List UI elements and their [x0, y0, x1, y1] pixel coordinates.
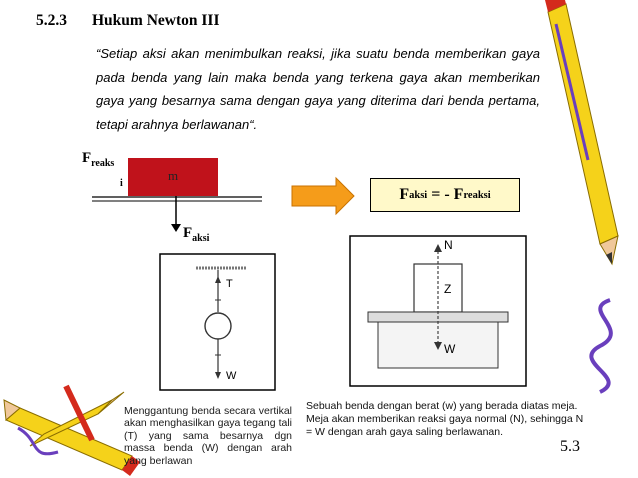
- f-reaksi-label: [82, 150, 114, 169]
- mass-label: m: [167, 168, 179, 183]
- page-number: 5.3: [560, 438, 580, 455]
- implies-arrow: [292, 178, 354, 214]
- formula-rhs-sub: reaksi: [463, 189, 491, 201]
- formula-lhs: F: [399, 186, 410, 203]
- section-number: 5.2.3: [36, 12, 67, 29]
- pencil-squiggle-icon: [591, 300, 611, 392]
- weight-label: W: [226, 370, 237, 382]
- pencil-right-icon: [544, 0, 618, 264]
- f-aksi-sub: aksi: [192, 233, 210, 244]
- formula-lhs-sub: aksi: [409, 189, 428, 201]
- formula-box: [370, 178, 520, 212]
- section-title: Hukum Newton III: [92, 12, 220, 29]
- f-reaksi-sub: reaks: [91, 158, 115, 169]
- table-caption: Sebuah benda dengan berat (w) yang berada diatas meja. Meja akan memberikan reaksi gaya normal (N), sehingga N = W dengan arah gaya saling berlawanan.: [306, 400, 584, 438]
- tension-label: T: [226, 278, 233, 290]
- f-reaksi-tail: i: [120, 178, 123, 189]
- f-aksi-arrowhead: [171, 224, 181, 232]
- pencil-left-icon: [4, 386, 140, 476]
- hanging-mass: [205, 313, 231, 339]
- f-reaksi-main: F: [82, 150, 92, 166]
- normal-force-label: N: [444, 238, 453, 252]
- f-aksi-main: F: [183, 225, 193, 241]
- formula-rhs: F: [453, 186, 464, 203]
- f-aksi-label: [183, 225, 209, 244]
- formula-operator: = -: [427, 186, 454, 203]
- table-weight-label: W: [444, 342, 456, 356]
- newton-third-law-quote: “Setiap aksi akan menimbulkan reaksi, jika suatu benda memberikan gaya pada benda yang lain maka benda yang terkena gaya akan memberikan gaya yang besarnya sama dengan gaya yang diterima dari benda pertama, tetapi arahnya berlawanan“.: [96, 46, 540, 132]
- hanging-caption: Menggantung benda secara vertikal akan menghasilkan gaya tegang tali (T) yang sama besarnya dgn massa benda (W) dengan arah yang berlawan: [124, 405, 292, 467]
- center-label: Z: [444, 282, 452, 296]
